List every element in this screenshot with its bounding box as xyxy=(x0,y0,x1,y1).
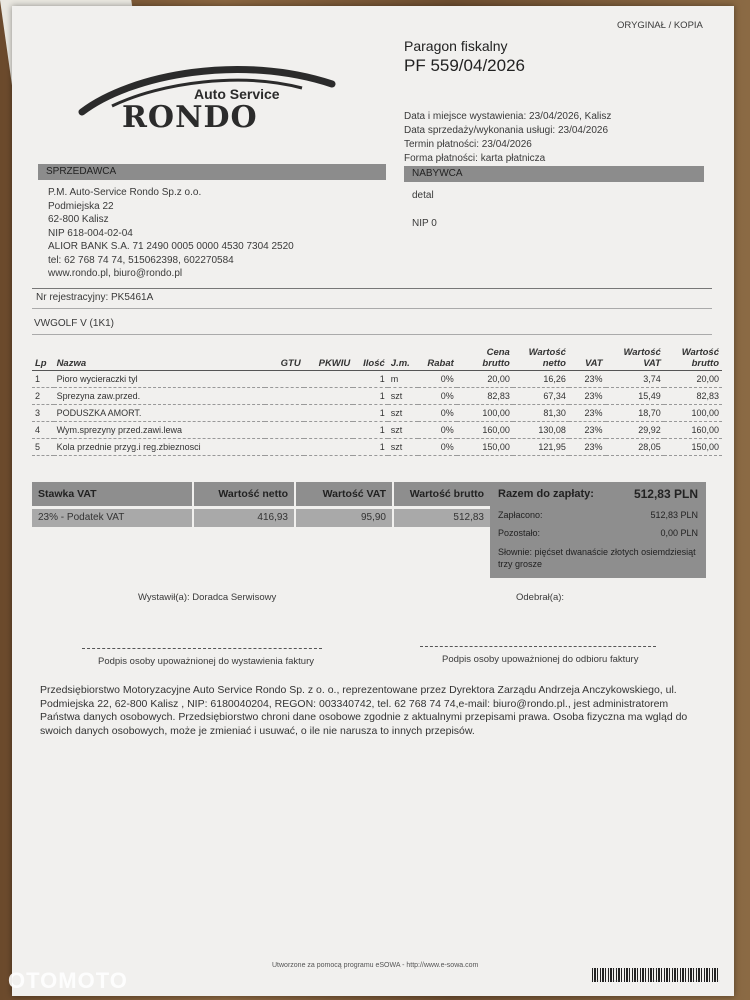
remaining-label: Pozostało: xyxy=(498,528,541,538)
watermark: OTOMOTO xyxy=(8,968,128,993)
col-lp: Lp xyxy=(32,346,54,371)
doc-number: PF 559/04/2026 xyxy=(404,56,525,75)
items-table xyxy=(32,346,722,456)
seller-header: SPRZEDAWCA xyxy=(38,164,386,180)
vat-value-cell: 95,90 xyxy=(296,509,392,527)
cell-pkwiu xyxy=(304,388,354,405)
gross-value-cell: 512,83 xyxy=(394,509,490,527)
table-row xyxy=(32,371,722,388)
seller-line: 62-800 Kalisz xyxy=(48,214,109,225)
cell-gross-price: 160,00 xyxy=(457,422,513,439)
vat-value-header: Wartość VAT xyxy=(296,482,392,506)
cell-unit: szt xyxy=(388,405,418,422)
gross-value-header: Wartość brutto xyxy=(394,482,490,506)
cell-gross-value: 100,00 xyxy=(664,405,722,422)
divider xyxy=(32,334,712,335)
table-header-row xyxy=(32,346,722,371)
col-gtu: GTU xyxy=(265,346,304,371)
cell-discount: 0% xyxy=(418,388,457,405)
table-row xyxy=(32,405,722,422)
cell-net-value: 130,08 xyxy=(513,422,569,439)
cell-gtu xyxy=(265,371,304,388)
cell-vat-value: 15,49 xyxy=(606,388,664,405)
col-gross-price: Cena brutto xyxy=(457,346,513,371)
doc-dates xyxy=(404,110,611,166)
cell-qty: 1 xyxy=(353,422,388,439)
remaining-value: 0,00 PLN xyxy=(660,528,698,538)
cell-gross-value: 160,00 xyxy=(664,422,722,439)
col-net-value: Wartość netto xyxy=(513,346,569,371)
cell-lp: 2 xyxy=(32,388,54,405)
cell-net-value: 67,34 xyxy=(513,388,569,405)
copy-label: ORYGINAŁ / KOPIA xyxy=(617,20,703,31)
cell-discount: 0% xyxy=(418,439,457,456)
col-gross-value: Wartość brutto xyxy=(664,346,722,371)
table-row xyxy=(32,439,722,456)
totals-box xyxy=(490,482,706,578)
cell-qty: 1 xyxy=(353,439,388,456)
cell-pkwiu xyxy=(304,405,354,422)
col-pkwiu: PKWIU xyxy=(304,346,354,371)
buyer-name: detal xyxy=(412,190,434,201)
total-label: Razem do zapłaty: xyxy=(498,488,594,500)
col-vat: VAT xyxy=(569,346,606,371)
cell-discount: 0% xyxy=(418,422,457,439)
total-value: 512,83 PLN xyxy=(633,487,698,501)
issued-by: Wystawił(a): Doradca Serwisowy xyxy=(138,592,277,603)
cell-pkwiu xyxy=(304,422,354,439)
cell-gross-price: 150,00 xyxy=(457,439,513,456)
divider xyxy=(32,308,712,309)
cell-vat-value: 29,92 xyxy=(606,422,664,439)
barcode-icon xyxy=(592,968,720,982)
col-name: Nazwa xyxy=(54,346,265,371)
registration-number: Nr rejestracyjny: PK5461A xyxy=(36,292,154,303)
table-row xyxy=(32,388,722,405)
payment-method: Forma płatności: karta płatnicza xyxy=(404,153,546,164)
seller-line: ALIOR BANK S.A. 71 2490 0005 0000 4530 7304 2520 xyxy=(48,241,294,252)
col-discount: Rabat xyxy=(418,346,457,371)
cell-vat: 23% xyxy=(569,371,606,388)
cell-lp: 5 xyxy=(32,439,54,456)
cell-vat: 23% xyxy=(569,422,606,439)
received-by: Odebrał(a): xyxy=(516,592,565,603)
cell-qty: 1 xyxy=(353,405,388,422)
cell-gtu xyxy=(265,422,304,439)
cell-name: PODUSZKA AMORT. xyxy=(54,405,265,422)
seller-line: www.rondo.pl, biuro@rondo.pl xyxy=(48,268,183,279)
cell-qty: 1 xyxy=(353,371,388,388)
cell-gtu xyxy=(265,405,304,422)
cell-vat-value: 28,05 xyxy=(606,439,664,456)
cell-gross-price: 100,00 xyxy=(457,405,513,422)
paid-label: Zapłacono: xyxy=(498,510,543,520)
cell-gross-value: 20,00 xyxy=(664,371,722,388)
cell-discount: 0% xyxy=(418,405,457,422)
issuer-signature-line xyxy=(82,648,322,649)
vehicle-model: VWGOLF V (1K1) xyxy=(34,318,115,329)
cell-lp: 1 xyxy=(32,371,54,388)
cell-name: Wym.sprezyny przed.zawi.lewa xyxy=(54,422,265,439)
doc-type: Paragon fiskalny xyxy=(404,38,508,54)
cell-vat: 23% xyxy=(569,388,606,405)
cell-lp: 3 xyxy=(32,405,54,422)
cell-qty: 1 xyxy=(353,388,388,405)
footer-text: Utworzone za pomocą programu eSOWA - http://www.e-sowa.com xyxy=(272,962,479,969)
col-unit: J.m. xyxy=(388,346,418,371)
cell-lp: 4 xyxy=(32,422,54,439)
cell-name: Kola przednie przyg.i reg.zbieznosci xyxy=(54,439,265,456)
cell-gross-price: 82,83 xyxy=(457,388,513,405)
cell-unit: szt xyxy=(388,422,418,439)
paid-value: 512,83 PLN xyxy=(650,510,698,520)
receipt-document xyxy=(12,6,734,996)
cell-name: Sprezyna zaw.przed. xyxy=(54,388,265,405)
cell-gross-price: 20,00 xyxy=(457,371,513,388)
cell-name: Pioro wycieraczki tyl xyxy=(54,371,265,388)
issuer-caption: Podpis osoby upoważnionej do wystawienia faktury xyxy=(98,656,314,667)
seller-line: NIP 618-004-02-04 xyxy=(48,227,133,239)
cell-vat: 23% xyxy=(569,439,606,456)
logo-small-text: Auto Service xyxy=(194,86,280,102)
receiver-signature-line xyxy=(420,646,656,647)
vat-rate-cell: 23% - Podatek VAT xyxy=(32,509,192,527)
cell-net-value: 81,30 xyxy=(513,405,569,422)
net-value-header: Wartość netto xyxy=(194,482,294,506)
seller-line: P.M. Auto-Service Rondo Sp.z o.o. xyxy=(48,187,202,198)
net-value-cell: 416,93 xyxy=(194,509,294,527)
col-vat-value: Wartość VAT xyxy=(606,346,664,371)
table-row xyxy=(32,422,722,439)
seller-details xyxy=(48,186,294,281)
seller-line: tel: 62 768 74 74, 515062398, 602270584 xyxy=(48,254,234,266)
cell-gross-value: 150,00 xyxy=(664,439,722,456)
due-date: Termin płatności: 23/04/2026 xyxy=(404,139,532,150)
items-body xyxy=(32,371,722,456)
cell-pkwiu xyxy=(304,371,354,388)
issue-date: Data i miejsce wystawienia: 23/04/2026, Kalisz xyxy=(404,111,612,122)
seller-line: Podmiejska 22 xyxy=(48,200,114,212)
cell-vat-value: 3,74 xyxy=(606,371,664,388)
buyer-nip: NIP 0 xyxy=(412,218,437,229)
cell-vat: 23% xyxy=(569,405,606,422)
cell-net-value: 121,95 xyxy=(513,439,569,456)
sale-date: Data sprzedaży/wykonania usługi: 23/04/2026 xyxy=(404,125,609,136)
cell-net-value: 16,26 xyxy=(513,371,569,388)
cell-gtu xyxy=(265,388,304,405)
logo-big-text: RONDO xyxy=(122,100,258,135)
cell-vat-value: 18,70 xyxy=(606,405,664,422)
cell-unit: szt xyxy=(388,388,418,405)
privacy-note: Przedsiębiorstwo Motoryzacyjne Auto Service Rondo Sp. z o. o., reprezentowane przez Dyrektora Zarządu Andrzeja Anczykowskiego, ul. Podmiejska 22, 62-800 Kalisz , NIP: 6180040204, REGON: 003340742, tel. 62 768 74 74,e-mail: biuro@rondo.pl., jest administratorem Państwa danych osobowych. Przedsiębiorstwo chroni dane osobowe zgodnie z aktualnymi przepisami prawa. Osoba fizyczna ma wgląd do swoich danych osobowych, może je zmieniać i usuwać, o ile nie narusza to innych przepisów. xyxy=(40,684,688,737)
cell-unit: szt xyxy=(388,439,418,456)
receiver-caption: Podpis osoby upoważnionej do odbioru faktury xyxy=(442,654,639,665)
cell-unit: m xyxy=(388,371,418,388)
col-qty: Ilość xyxy=(353,346,388,371)
divider xyxy=(32,288,712,289)
vat-rate-header: Stawka VAT xyxy=(32,482,192,506)
cell-gtu xyxy=(265,439,304,456)
cell-gross-value: 82,83 xyxy=(664,388,722,405)
buyer-header: NABYWCA xyxy=(404,166,704,182)
cell-discount: 0% xyxy=(418,371,457,388)
amount-in-words: Słownie: pięćset dwanaście złotych osiemdziesiąt trzy grosze xyxy=(498,547,696,569)
cell-pkwiu xyxy=(304,439,354,456)
